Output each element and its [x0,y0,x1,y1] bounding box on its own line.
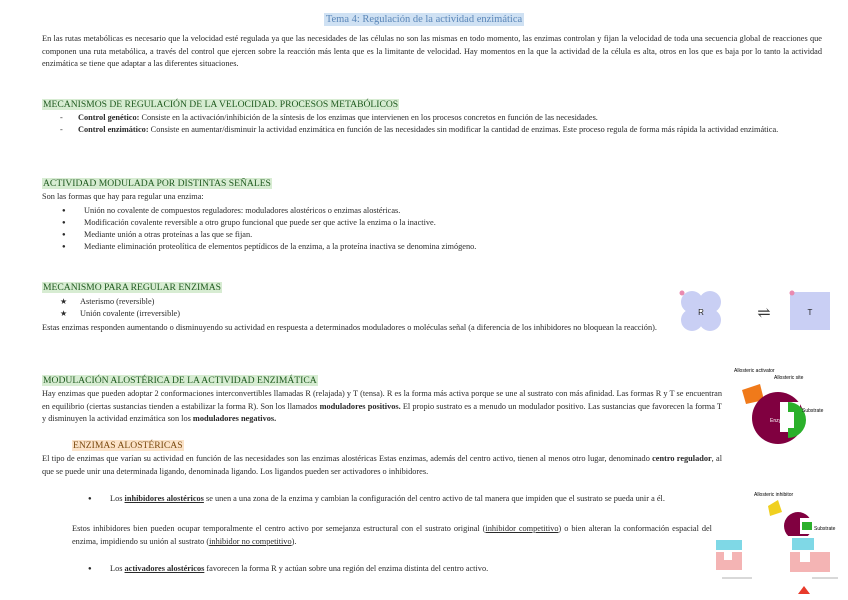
signals-list [42,205,802,253]
mechanism-paragraph: Estas enzimas responden aumentando o disminuyendo su actividad en respuesta a determinados moduladores o moléculas señal (a diferencia de los inhibidores no bloquean la reacción). [42,323,657,332]
svg-text:Substrate: Substrate [814,526,836,532]
inhibitor-list [68,493,740,505]
list-item: ● Mediante unión a otras proteínas a las que se fijan. [42,229,802,241]
list-item: ★ Asterismo (reversible) [42,296,342,308]
page-title: Tema 4: Regulación de la actividad enzimática [325,14,523,25]
section-heading-mecanismo: MECANISMO PARA REGULAR ENZIMAS [43,282,221,293]
list-item: - Control genético: Consiste en la activación/inhibición de la síntesis de los enzimas que intervienen en los procesos concretos en función de las necesidades. [42,112,822,124]
control-list [42,112,822,136]
list-item: ● Unión no covalente de compuestos reguladores: moduladores alostéricos o enzimas alostéricas. [42,205,802,217]
noncompetitive-inhibition-panel [790,538,838,594]
svg-text:Substrate: Substrate [802,408,824,414]
svg-text:R: R [698,308,704,317]
equilibrium-arrow: ⇌ [757,305,771,322]
mechanism-list [42,296,342,320]
inhibitor-paragraph: Estos inhibidores bien pueden ocupar temporalmente el centro activo por semejanza estructural con el sustrato original (inhibidor competitivo) o bien alteran la conformación espacial del enzima, impidiendo su unión al sustrato (inhibidor no competitivo). [72,524,712,546]
svg-text:Allosteric activator: Allosteric activator [734,368,775,374]
svg-text:Allosteric inhibitor: Allosteric inhibitor [754,492,794,498]
list-item: ● Los inhibidores alostéricos se unen a una zona de la enzima y cambian la configuración del centro activo de tal manera que impiden que el sustrato se pueda unir a él. [68,493,740,505]
alostericas-paragraph: El tipo de enzimas que varían su actividad en función de las necesidades son las enzimas alostéricas Estas enzimas, además del centro activo, tienen al menos otro lugar, denominado centro regulador, al que se puede unir una determinada ligando, denominada ligando. Los ligandos pueden ser activadores o inhibidores. [42,454,722,476]
section-heading-actividad: ACTIVIDAD MODULADA POR DISTINTAS SEÑALES [43,178,271,189]
t-state-enzyme [790,291,831,331]
list-item: - Control enzimático: Consiste en aumentar/disminuir la actividad enzimática en función de las necesidades sin modificar la cantidad de enzimas. Este proceso regula de forma más rápida la actividad enzimática. [42,124,822,136]
list-item: ● Los activadores alostéricos favorecen la forma R y actúan sobre una región del enzima distinta del centro activo. [68,563,740,575]
allosteric-activator-figure [730,366,842,448]
section-heading-modulacion: MODULACIÓN ALOSTÉRICA DE LA ACTIVIDAD ENZIMÁTICA [43,375,317,386]
section-heading-regulacion: MECANISMOS DE REGULACIÓN DE LA VELOCIDAD. PROCESOS METABÓLICOS [43,99,399,110]
list-item: ● Mediante eliminación proteolítica de elementos peptídicos de la enzima, a la proteína inactiva se denomina zimógeno. [42,241,802,253]
inhibitor-types-figure [712,534,842,598]
svg-text:T: T [807,308,813,317]
rt-equilibrium-figure [676,288,836,334]
list-item: ● Modificación covalente reversible a otro grupo funcional que puede ser que active la enzima o la inactive. [42,217,802,229]
activator-list [68,563,740,575]
allosteric-inhibitor-figure [748,490,844,536]
section-intro: Son las formas que hay para regular una enzima: [42,192,204,201]
competitive-inhibition-panel [716,540,752,578]
intro-paragraph: En las rutas metabólicas es necesario que la velocidad esté regulada ya que las necesidades de las células no son las mismas en todo momento, las enzimas controlan y fijan la velocidad de toda una secuencia global de reacciones que componen una ruta metabólica, a través del control que ejercen sobre la reacción más lenta que es la limitante de velocidad. Hay momentos en la que la actividad de la célula es alta, otros en los que es baja por lo tanto la actividad enzimática se tiene que adaptar a las diferentes situaciones. [42,34,822,69]
svg-text:Enzyme: Enzyme [770,418,789,424]
modulacion-paragraph: Hay enzimas que pueden adoptar 2 conformaciones interconvertibles llamadas R (relajada) y T (tensa). R es la forma más activa porque se une al sustrato con más afinidad. Las formas R y T se encuentran en equilibrio (ciertas sustancias tienden a estabilizar la forma R). Son los llamados moduladores positivos. El propio sustrato es a menudo un modulador positivo. Las sustancias que favorecen la forma T y disminuyen la actividad enzimática son los moduladores negativos. [42,389,722,424]
svg-text:Allosteric site: Allosteric site [774,375,804,381]
list-item: ★ Unión covalente (irreversible) [42,308,342,320]
r-state-enzyme [680,291,722,332]
section-heading-enzimas-alostericas: ENZIMAS ALOSTÉRICAS [73,440,183,451]
